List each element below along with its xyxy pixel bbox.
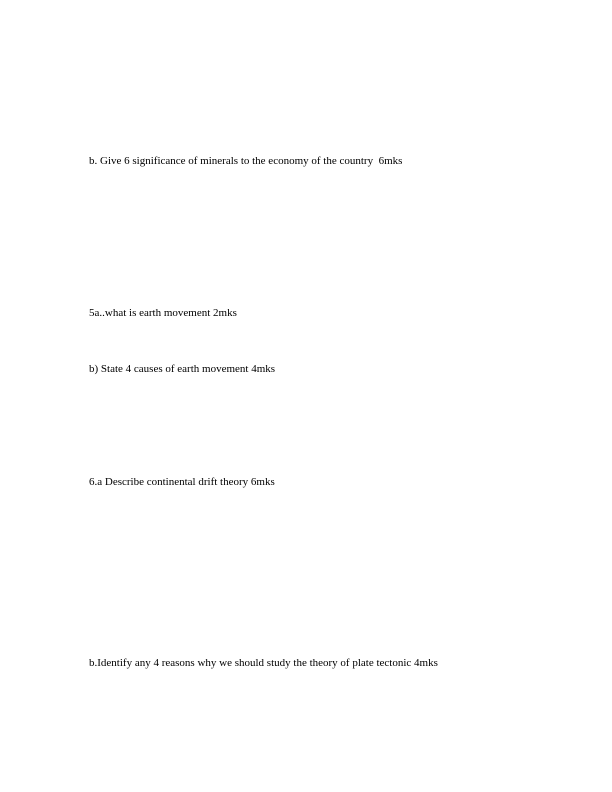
question-5b-causes-earth-movement: b) State 4 causes of earth movement 4mks [89, 363, 276, 375]
question-5a-earth-movement: 5a..what is earth movement 2mks [89, 307, 237, 319]
question-6b-plate-tectonics: b.Identify any 4 reasons why we should study the theory of plate tectonic 4mks [89, 657, 438, 669]
question-4b-minerals-significance: b. Give 6 significance of minerals to the economy of the country 6mks [89, 155, 403, 167]
question-6a-continental-drift: 6.a Describe continental drift theory 6mks [89, 476, 275, 488]
